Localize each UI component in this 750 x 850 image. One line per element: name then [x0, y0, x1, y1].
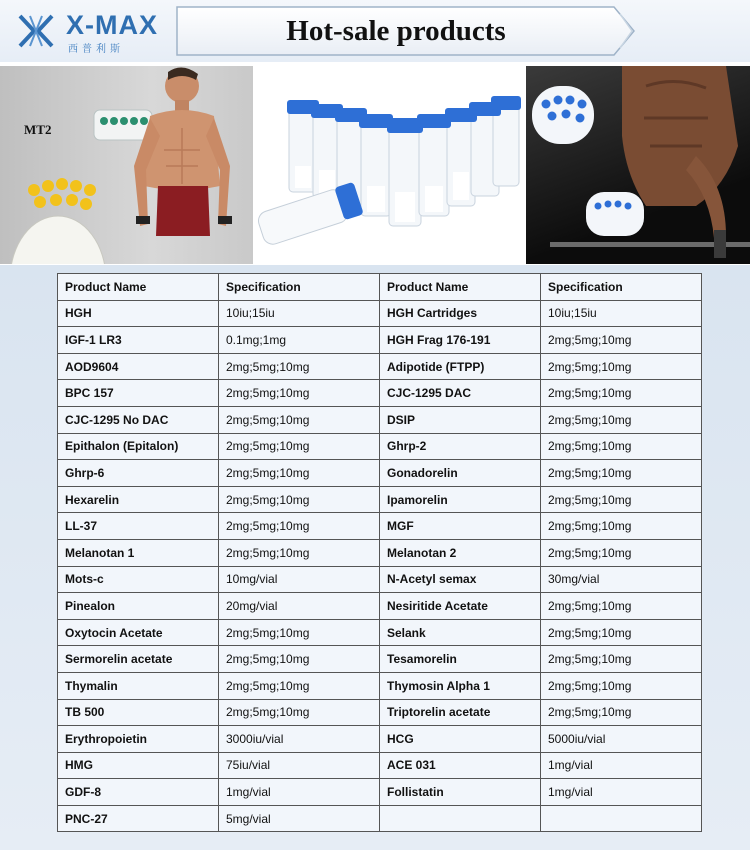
product-name-cell: HGH [58, 300, 219, 327]
specification-cell: 5000iu/vial [541, 726, 702, 753]
specification-cell: 2mg;5mg;10mg [541, 353, 702, 380]
header [0, 0, 750, 62]
specification-cell: 10iu;15iu [219, 300, 380, 327]
table-row [58, 805, 702, 832]
title-banner [176, 6, 636, 56]
product-name-cell: CJC-1295 No DAC [58, 406, 219, 433]
table-row [58, 380, 702, 407]
product-name-cell: LL-37 [58, 513, 219, 540]
specification-cell: 2mg;5mg;10mg [219, 646, 380, 673]
product-table [57, 273, 702, 832]
product-name-cell: Pinealon [58, 593, 219, 620]
logo-text: X-MAX [66, 10, 158, 40]
specification-cell: 1mg/vial [219, 779, 380, 806]
photo-athlete [526, 66, 750, 264]
specification-cell: 2mg;5mg;10mg [541, 672, 702, 699]
column-header: Product Name [58, 274, 219, 301]
specification-cell: 2mg;5mg;10mg [219, 486, 380, 513]
table-row [58, 460, 702, 487]
specification-cell: 2mg;5mg;10mg [219, 699, 380, 726]
table-row [58, 513, 702, 540]
specification-cell: 2mg;5mg;10mg [541, 460, 702, 487]
product-name-cell: GDF-8 [58, 779, 219, 806]
specification-cell: 2mg;5mg;10mg [541, 433, 702, 460]
product-name-cell: Sermorelin acetate [58, 646, 219, 673]
product-name-cell: BPC 157 [58, 380, 219, 407]
specification-cell [541, 805, 702, 832]
product-name-cell: HMG [58, 752, 219, 779]
product-name-cell [380, 805, 541, 832]
specification-cell: 2mg;5mg;10mg [541, 513, 702, 540]
specification-cell: 2mg;5mg;10mg [541, 380, 702, 407]
product-name-cell: N-Acetyl semax [380, 566, 541, 593]
logo-x-mark-icon [16, 14, 56, 48]
product-name-cell: HGH Frag 176-191 [380, 327, 541, 354]
product-name-cell: Tesamorelin [380, 646, 541, 673]
specification-cell: 2mg;5mg;10mg [541, 327, 702, 354]
specification-cell: 2mg;5mg;10mg [541, 699, 702, 726]
product-photos [0, 66, 750, 264]
column-header: Specification [219, 274, 380, 301]
product-name-cell: IGF-1 LR3 [58, 327, 219, 354]
specification-cell: 1mg/vial [541, 779, 702, 806]
product-name-cell: Ghrp-2 [380, 433, 541, 460]
product-name-cell: HGH Cartridges [380, 300, 541, 327]
page-title: Hot-sale products [286, 15, 506, 47]
table-row [58, 300, 702, 327]
table-row [58, 433, 702, 460]
product-name-cell: ACE 031 [380, 752, 541, 779]
specification-cell: 2mg;5mg;10mg [219, 406, 380, 433]
product-name-cell: MGF [380, 513, 541, 540]
table-row [58, 327, 702, 354]
specification-cell: 2mg;5mg;10mg [219, 433, 380, 460]
column-header: Specification [541, 274, 702, 301]
specification-cell: 2mg;5mg;10mg [541, 486, 702, 513]
specification-cell: 2mg;5mg;10mg [541, 593, 702, 620]
table-row [58, 539, 702, 566]
specification-cell: 75iu/vial [219, 752, 380, 779]
product-name-cell: Erythropoietin [58, 726, 219, 753]
table-row [58, 779, 702, 806]
product-name-cell: HCG [380, 726, 541, 753]
table-row [58, 353, 702, 380]
product-name-cell: CJC-1295 DAC [380, 380, 541, 407]
product-name-cell: Follistatin [380, 779, 541, 806]
specification-cell: 2mg;5mg;10mg [219, 353, 380, 380]
product-name-cell: DSIP [380, 406, 541, 433]
product-name-cell: Adipotide (FTPP) [380, 353, 541, 380]
product-name-cell: PNC-27 [58, 805, 219, 832]
product-name-cell: Oxytocin Acetate [58, 619, 219, 646]
specification-cell: 2mg;5mg;10mg [219, 672, 380, 699]
product-name-cell: AOD9604 [58, 353, 219, 380]
photo-vials [255, 66, 523, 264]
table-row [58, 566, 702, 593]
product-name-cell: Ipamorelin [380, 486, 541, 513]
product-name-cell: Ghrp-6 [58, 460, 219, 487]
table-row [58, 593, 702, 620]
table-row [58, 646, 702, 673]
product-name-cell: TB 500 [58, 699, 219, 726]
specification-cell: 0.1mg;1mg [219, 327, 380, 354]
athlete-illustration [526, 66, 750, 264]
table-row [58, 406, 702, 433]
product-name-cell: Melanotan 1 [58, 539, 219, 566]
logo-subtitle: 西普利斯 [68, 44, 124, 55]
specification-cell: 2mg;5mg;10mg [219, 619, 380, 646]
table-row [58, 699, 702, 726]
product-name-cell: Thymalin [58, 672, 219, 699]
specification-cell: 3000iu/vial [219, 726, 380, 753]
specification-cell: 10iu;15iu [541, 300, 702, 327]
vials-illustration [255, 66, 523, 264]
specification-cell: 2mg;5mg;10mg [219, 513, 380, 540]
photo-label: MT2 [24, 122, 52, 137]
model-and-vials-illustration [0, 66, 253, 264]
table-row [58, 672, 702, 699]
product-name-cell: Mots-c [58, 566, 219, 593]
specification-cell: 1mg/vial [541, 752, 702, 779]
specification-cell: 2mg;5mg;10mg [219, 380, 380, 407]
specification-cell: 2mg;5mg;10mg [219, 539, 380, 566]
product-name-cell: Epithalon (Epitalon) [58, 433, 219, 460]
specification-cell: 2mg;5mg;10mg [541, 619, 702, 646]
specification-cell: 2mg;5mg;10mg [541, 646, 702, 673]
specification-cell: 30mg/vial [541, 566, 702, 593]
specification-cell: 10mg/vial [219, 566, 380, 593]
product-name-cell: Nesiritide Acetate [380, 593, 541, 620]
specification-cell: 2mg;5mg;10mg [541, 406, 702, 433]
specification-cell: 5mg/vial [219, 805, 380, 832]
product-name-cell: Hexarelin [58, 486, 219, 513]
product-name-cell: Triptorelin acetate [380, 699, 541, 726]
table-header-row [58, 274, 702, 301]
table-row [58, 619, 702, 646]
table-row [58, 726, 702, 753]
table-row [58, 752, 702, 779]
product-name-cell: Melanotan 2 [380, 539, 541, 566]
specification-cell: 2mg;5mg;10mg [219, 460, 380, 487]
logo[interactable] [12, 8, 162, 54]
table-row [58, 486, 702, 513]
product-name-cell: Gonadorelin [380, 460, 541, 487]
product-name-cell: Selank [380, 619, 541, 646]
specification-cell: 2mg;5mg;10mg [541, 539, 702, 566]
photo-mt2-model [0, 66, 253, 264]
specification-cell: 20mg/vial [219, 593, 380, 620]
column-header: Product Name [380, 274, 541, 301]
product-name-cell: Thymosin Alpha 1 [380, 672, 541, 699]
